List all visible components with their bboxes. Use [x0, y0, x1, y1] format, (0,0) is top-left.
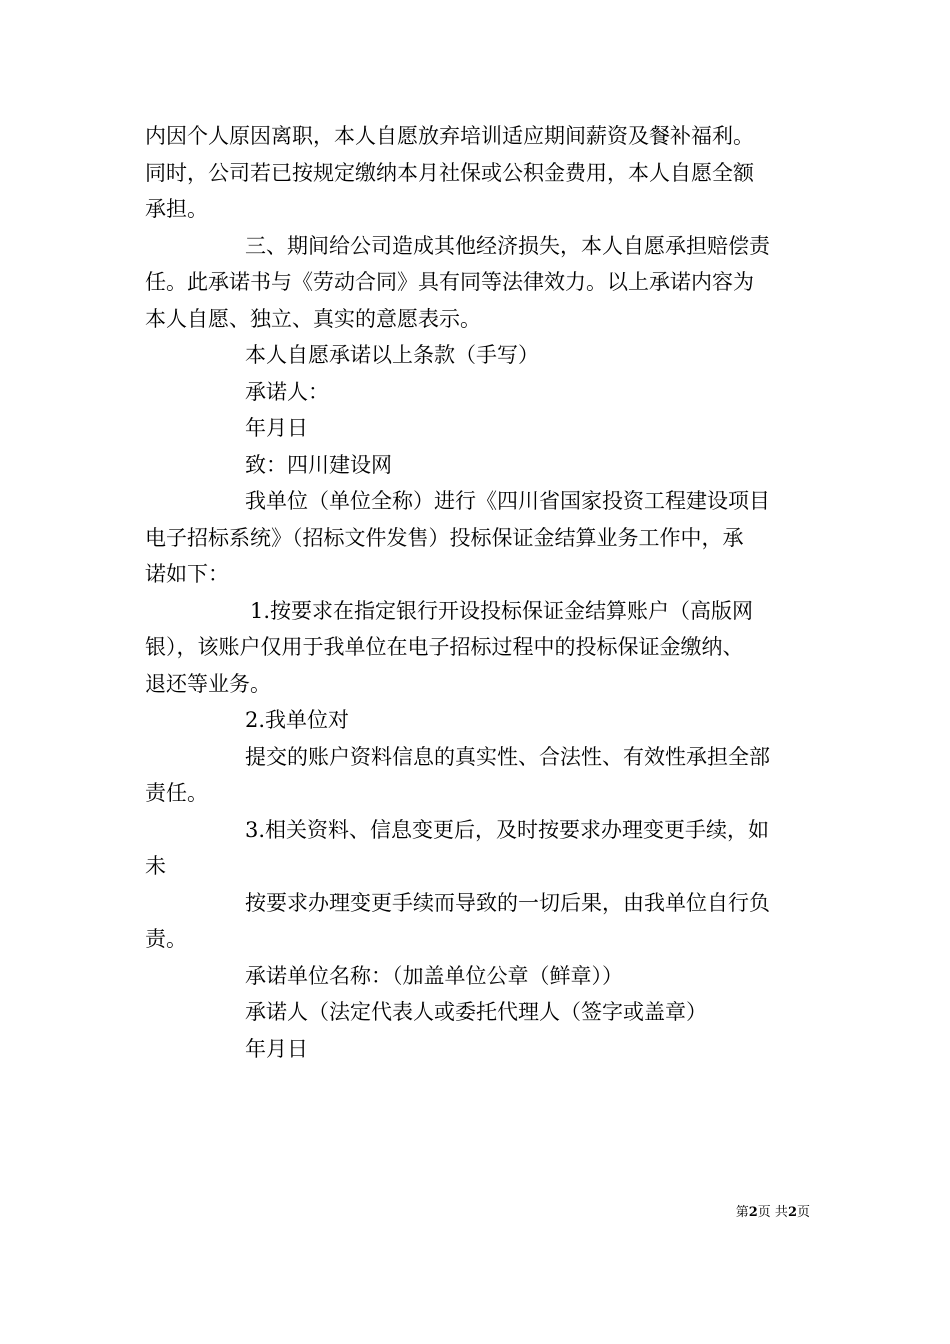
- footer-prefix: 第: [735, 1205, 749, 1220]
- text-line: 责。: [145, 927, 187, 951]
- text-line: 承诺人（法定代表人或委托代理人（签字或盖章）: [245, 1000, 707, 1024]
- text-line: 同时，公司若已按规定缴纳本月社保或公积金费用，本人自愿全额: [145, 160, 754, 185]
- text-line: 内因个人原因离职，本人自愿放弃培训适应期间薪资及餐补福利。: [145, 124, 754, 148]
- text-line: 致：四川建设网: [245, 452, 392, 477]
- text-line: 诺如下：: [145, 562, 229, 586]
- text-line: 退还等业务。: [145, 671, 271, 696]
- text-line: 提交的账户资料信息的真实性、合法性、有效性承担全部: [245, 744, 770, 769]
- page-number-footer: [700, 1204, 810, 1222]
- text-line: 电子招标系统》（招标文件发售）投标保证金结算业务工作中，承: [145, 525, 744, 550]
- text-line: 承担。: [145, 197, 208, 221]
- text-line: 承诺单位名称：（加盖单位公章（鲜章））: [245, 963, 623, 988]
- footer-middle: 页 共: [757, 1205, 788, 1220]
- text-line: 年月日: [245, 416, 308, 440]
- text-line: 年月日: [245, 1036, 308, 1061]
- text-line: 3.相关资料、信息变更后，及时按要求办理变更手续，如: [245, 817, 770, 842]
- text-line: 本人自愿承诺以上条款（手写）: [245, 343, 539, 367]
- text-line: 按要求办理变更手续而导致的一切后果，由我单位自行负: [245, 890, 770, 915]
- text-line: 三、期间给公司造成其他经济损失，本人自愿承担赔偿责: [245, 233, 770, 258]
- text-line: 银），该账户仅用于我单位在电子招标过程中的投标保证金缴纳、: [145, 635, 744, 659]
- current-page-number: 2: [748, 1205, 758, 1220]
- total-pages-number: 2: [787, 1205, 797, 1220]
- text-line: 我单位（单位全称）进行《四川省国家投资工程建设项目: [245, 489, 770, 513]
- text-line: 承诺人：: [245, 379, 329, 404]
- text-line: 本人自愿、独立、真实的意愿表示。: [145, 306, 481, 331]
- text-line: 1.按要求在指定银行开设投标保证金结算账户（高版网: [250, 598, 754, 623]
- document-body: [145, 118, 810, 1067]
- text-line: 任。此承诺书与《劳动合同》具有同等法律效力。以上承诺内容为: [145, 270, 754, 294]
- text-line: 责任。: [145, 781, 208, 805]
- text-line: 2.我单位对: [245, 708, 350, 732]
- footer-suffix: 页: [796, 1205, 810, 1220]
- text-line: 未: [145, 854, 166, 878]
